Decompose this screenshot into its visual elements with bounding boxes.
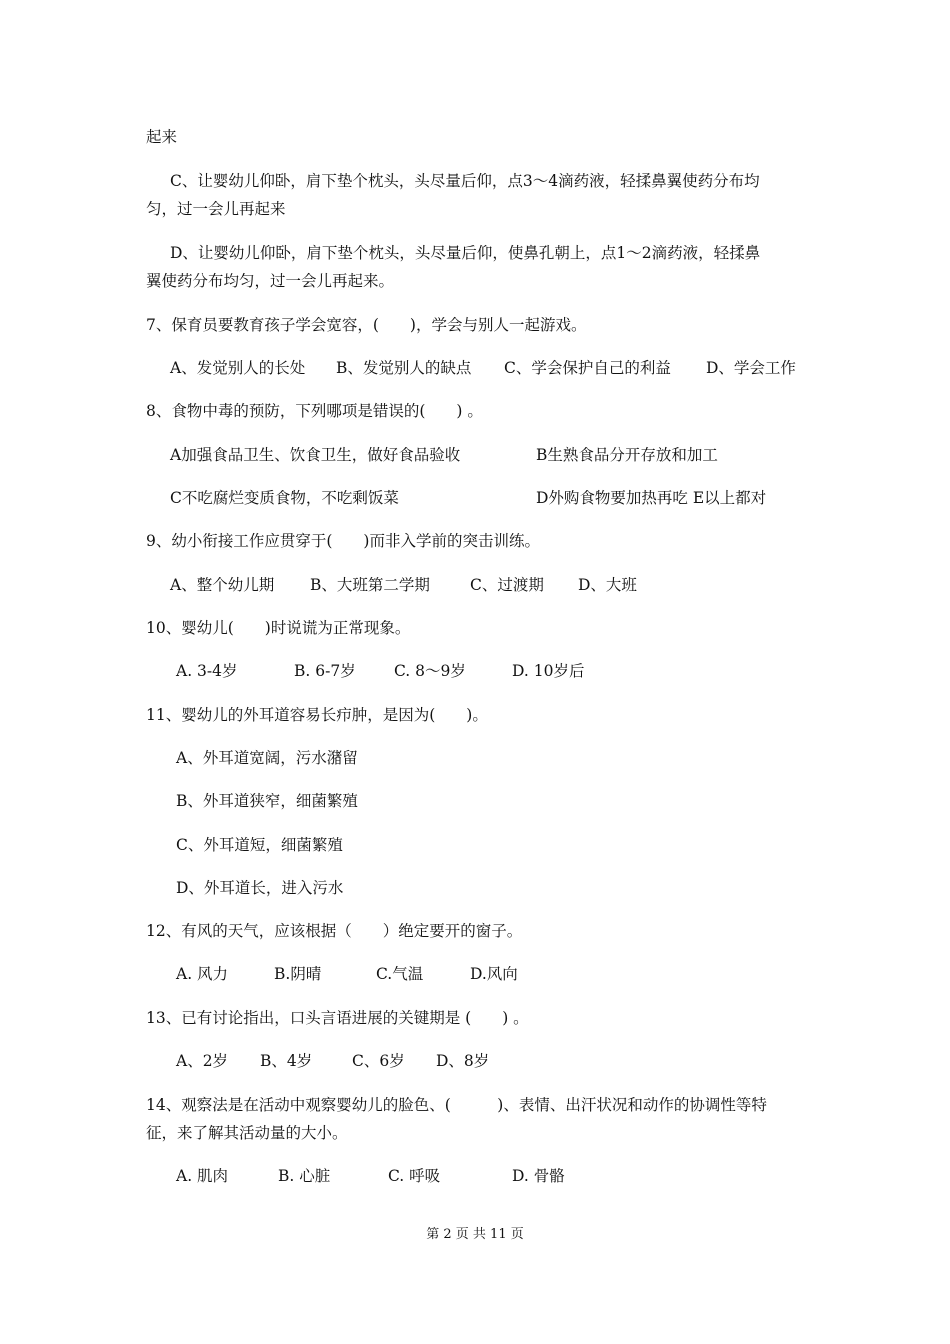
question-11: 11、婴幼儿的外耳道容易长疖肿，是因为( )。 <box>146 706 488 724</box>
option: B、外耳道狭窄，细菌繁殖 <box>176 792 358 810</box>
option: D、学会工作 <box>706 359 796 377</box>
question-12: 12、有风的天气，应该根据（ ）绝定要开的窗子。 <box>146 922 523 940</box>
option: D、外耳道长，进入污水 <box>176 879 344 897</box>
page-number: 第 2 页 共 11 页 <box>426 1227 524 1242</box>
text-line: 翼使药分布均匀，过一会儿再起来。 <box>146 272 395 290</box>
question-9: 9、幼小衔接工作应贯穿于( )而非入学前的突击训练。 <box>146 532 540 550</box>
question-7: 7、保育员要教育孩子学会宽容，( )，学会与别人一起游戏。 <box>146 316 587 334</box>
option: A、发觉别人的长处 <box>170 359 306 377</box>
option: C、过渡期 <box>470 576 544 594</box>
option: D、大班 <box>578 576 637 594</box>
option: C、学会保护自己的利益 <box>504 359 671 377</box>
question-10-options <box>176 660 846 682</box>
option: C. 8～9岁 <box>394 662 466 680</box>
option: B、大班第二学期 <box>310 576 430 594</box>
option: B生熟食品分开存放和加工 <box>536 446 718 464</box>
option: D、8岁 <box>436 1052 490 1070</box>
option-c-line: C、让婴幼儿仰卧，肩下垫个枕头，头尽量后仰，点3～4滴药液，轻揉鼻翼使药分布均 <box>170 172 760 190</box>
question-8-options-2 <box>170 487 840 509</box>
option: D. 骨骼 <box>512 1167 565 1185</box>
option: A加强食品卫生、饮食卫生，做好食品验收 <box>170 446 461 464</box>
question-7-options <box>170 357 840 379</box>
question-14: 14、观察法是在活动中观察婴幼儿的脸色、( )、表情、出汗状况和动作的协调性等特 <box>146 1096 767 1114</box>
option: A. 肌肉 <box>176 1167 229 1185</box>
option: C、外耳道短，细菌繁殖 <box>176 836 343 854</box>
option-d-line: D、让婴幼儿仰卧，肩下垫个枕头，头尽量后仰，使鼻孔朝上，点1～2滴药液，轻揉鼻 <box>170 244 761 262</box>
option: D外购食物要加热再吃 E以上都对 <box>536 489 767 507</box>
option: D.风向 <box>470 965 518 983</box>
question-10: 10、婴幼儿( )时说谎为正常现象。 <box>146 619 411 637</box>
option: A. 3-4岁 <box>176 662 238 680</box>
text-line: 匀，过一会儿再起来 <box>146 200 286 218</box>
question-12-options <box>176 963 846 985</box>
text-line: 征，来了解其活动量的大小。 <box>146 1124 348 1142</box>
option: A、外耳道宽阔，污水潴留 <box>176 749 358 767</box>
question-14-options <box>176 1165 846 1187</box>
option: B. 6-7岁 <box>294 662 356 680</box>
text-line: 起来 <box>146 128 178 146</box>
option: A、整个幼儿期 <box>170 576 275 594</box>
option: C.气温 <box>376 965 424 983</box>
question-8: 8、食物中毒的预防，下列哪项是错误的( ) 。 <box>146 402 483 420</box>
option: C、6岁 <box>352 1052 405 1070</box>
option: C. 呼吸 <box>388 1167 441 1185</box>
option: C不吃腐烂变质食物，不吃剩饭菜 <box>170 489 399 507</box>
option: B、4岁 <box>260 1052 313 1070</box>
option: B. 心脏 <box>278 1167 331 1185</box>
option: D. 10岁后 <box>512 662 585 680</box>
option: B.阴晴 <box>274 965 322 983</box>
option: B、发觉别人的缺点 <box>336 359 472 377</box>
question-13-options <box>176 1050 846 1072</box>
question-8-options-1 <box>170 444 840 466</box>
option: A. 风力 <box>176 965 229 983</box>
option: A、2岁 <box>176 1052 229 1070</box>
question-13: 13、已有讨论指出，口头言语进展的关键期是 ( ) 。 <box>146 1009 529 1027</box>
question-9-options <box>170 574 840 596</box>
